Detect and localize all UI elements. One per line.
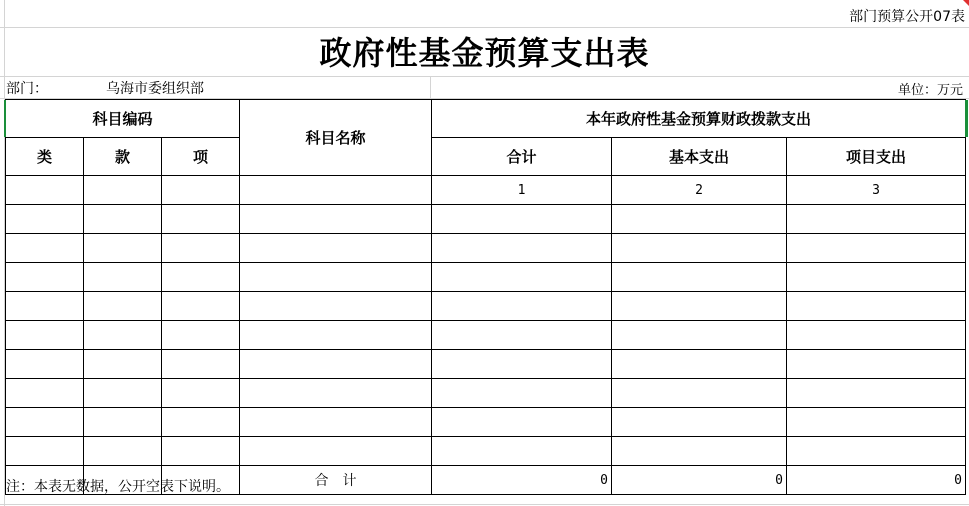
table-cell[interactable] bbox=[612, 350, 787, 379]
table-cell[interactable] bbox=[787, 437, 966, 466]
table-cell[interactable] bbox=[162, 263, 240, 292]
column-index-project[interactable]: 3 bbox=[787, 176, 966, 205]
total-value[interactable]: 0 bbox=[432, 466, 612, 495]
table-cell[interactable] bbox=[612, 321, 787, 350]
sheet-gridline bbox=[0, 504, 969, 505]
table-cell[interactable] bbox=[6, 350, 84, 379]
table-cell[interactable] bbox=[6, 176, 84, 205]
table-cell[interactable] bbox=[84, 234, 162, 263]
table-cell[interactable] bbox=[240, 176, 432, 205]
table-cell[interactable] bbox=[612, 234, 787, 263]
column-index-total[interactable]: 1 bbox=[432, 176, 612, 205]
table-cell[interactable] bbox=[432, 234, 612, 263]
table-cell[interactable] bbox=[432, 437, 612, 466]
table-cell[interactable] bbox=[612, 379, 787, 408]
table-cell[interactable] bbox=[787, 205, 966, 234]
table-cell[interactable] bbox=[240, 205, 432, 234]
form-code: 部门预算公开07表 bbox=[849, 9, 965, 25]
table-cell[interactable] bbox=[84, 292, 162, 321]
fund-expenditure-header[interactable]: 本年政府性基金预算财政拨款支出 bbox=[432, 100, 966, 138]
table-cell[interactable] bbox=[6, 205, 84, 234]
table-row bbox=[6, 437, 966, 466]
page-title: 政府性基金预算支出表 bbox=[319, 34, 650, 72]
table-cell[interactable] bbox=[240, 321, 432, 350]
department-label: 部门： bbox=[6, 81, 48, 97]
table-cell[interactable] bbox=[6, 234, 84, 263]
table-row bbox=[6, 263, 966, 292]
selection-border-left bbox=[4, 100, 6, 137]
table-cell[interactable] bbox=[162, 234, 240, 263]
table-cell[interactable] bbox=[162, 292, 240, 321]
table-cell[interactable] bbox=[6, 263, 84, 292]
basic-expenditure-header[interactable]: 基本支出 bbox=[612, 138, 787, 176]
table-cell[interactable] bbox=[787, 292, 966, 321]
table-cell[interactable] bbox=[432, 379, 612, 408]
sheet-gridline bbox=[0, 27, 969, 28]
column-index-basic[interactable]: 2 bbox=[612, 176, 787, 205]
table-cell[interactable] bbox=[6, 379, 84, 408]
table-cell[interactable] bbox=[612, 292, 787, 321]
table-row bbox=[6, 205, 966, 234]
table-cell[interactable] bbox=[240, 379, 432, 408]
table-cell[interactable] bbox=[432, 350, 612, 379]
table-cell[interactable] bbox=[432, 263, 612, 292]
table-cell[interactable] bbox=[84, 379, 162, 408]
table-cell[interactable] bbox=[6, 321, 84, 350]
table-cell[interactable] bbox=[787, 408, 966, 437]
table-cell[interactable] bbox=[612, 437, 787, 466]
table-cell[interactable] bbox=[787, 263, 966, 292]
table-cell[interactable] bbox=[240, 408, 432, 437]
total-header[interactable]: 合计 bbox=[432, 138, 612, 176]
item-header[interactable]: 项 bbox=[162, 138, 240, 176]
table-row bbox=[6, 321, 966, 350]
table-row bbox=[6, 234, 966, 263]
table-cell[interactable] bbox=[240, 437, 432, 466]
section-header[interactable]: 款 bbox=[84, 138, 162, 176]
total-row-label[interactable]: 合 计 bbox=[240, 466, 432, 495]
budget-table bbox=[5, 99, 966, 495]
selection-border-right bbox=[965, 100, 968, 137]
project-total-value[interactable]: 0 bbox=[787, 466, 966, 495]
table-cell[interactable] bbox=[612, 408, 787, 437]
footnote: 注：本表无数据，公开空表下说明。 bbox=[6, 479, 230, 495]
table-row bbox=[6, 350, 966, 379]
table-cell[interactable] bbox=[162, 408, 240, 437]
table-row bbox=[6, 176, 966, 205]
table-cell[interactable] bbox=[432, 408, 612, 437]
table-cell[interactable] bbox=[162, 350, 240, 379]
department-row bbox=[0, 76, 969, 98]
table-cell[interactable] bbox=[240, 350, 432, 379]
table-cell[interactable] bbox=[162, 379, 240, 408]
table-cell[interactable] bbox=[240, 292, 432, 321]
table-cell[interactable] bbox=[84, 263, 162, 292]
table-cell[interactable] bbox=[787, 350, 966, 379]
table-cell[interactable] bbox=[240, 234, 432, 263]
table-cell[interactable] bbox=[432, 205, 612, 234]
table-cell[interactable] bbox=[612, 263, 787, 292]
basic-total-value[interactable]: 0 bbox=[612, 466, 787, 495]
table-cell[interactable] bbox=[612, 205, 787, 234]
table-cell[interactable] bbox=[162, 321, 240, 350]
subject-name-header[interactable]: 科目名称 bbox=[240, 100, 432, 176]
table-row bbox=[6, 292, 966, 321]
table-cell[interactable] bbox=[84, 408, 162, 437]
department-value[interactable]: 乌海市委组织部 bbox=[106, 81, 204, 97]
table-cell[interactable] bbox=[432, 292, 612, 321]
table-cell[interactable] bbox=[84, 350, 162, 379]
table-cell[interactable] bbox=[84, 176, 162, 205]
table-cell[interactable] bbox=[787, 321, 966, 350]
table-row bbox=[6, 408, 966, 437]
table-cell[interactable] bbox=[787, 379, 966, 408]
table-cell[interactable] bbox=[162, 176, 240, 205]
table-cell[interactable] bbox=[84, 437, 162, 466]
project-expenditure-header[interactable]: 项目支出 bbox=[787, 138, 966, 176]
category-header[interactable]: 类 bbox=[6, 138, 84, 176]
table-cell[interactable] bbox=[84, 321, 162, 350]
table-cell[interactable] bbox=[6, 437, 84, 466]
table-row bbox=[6, 379, 966, 408]
unit-label: 单位：万元 bbox=[897, 83, 963, 98]
table-cell[interactable] bbox=[432, 321, 612, 350]
table-cell[interactable] bbox=[162, 437, 240, 466]
table-cell[interactable] bbox=[240, 263, 432, 292]
subject-code-header[interactable]: 科目编码 bbox=[6, 100, 240, 138]
table-cell[interactable] bbox=[6, 292, 84, 321]
table-cell[interactable] bbox=[787, 234, 966, 263]
table-cell[interactable] bbox=[162, 205, 240, 234]
table-cell[interactable] bbox=[6, 408, 84, 437]
table-cell[interactable] bbox=[84, 205, 162, 234]
